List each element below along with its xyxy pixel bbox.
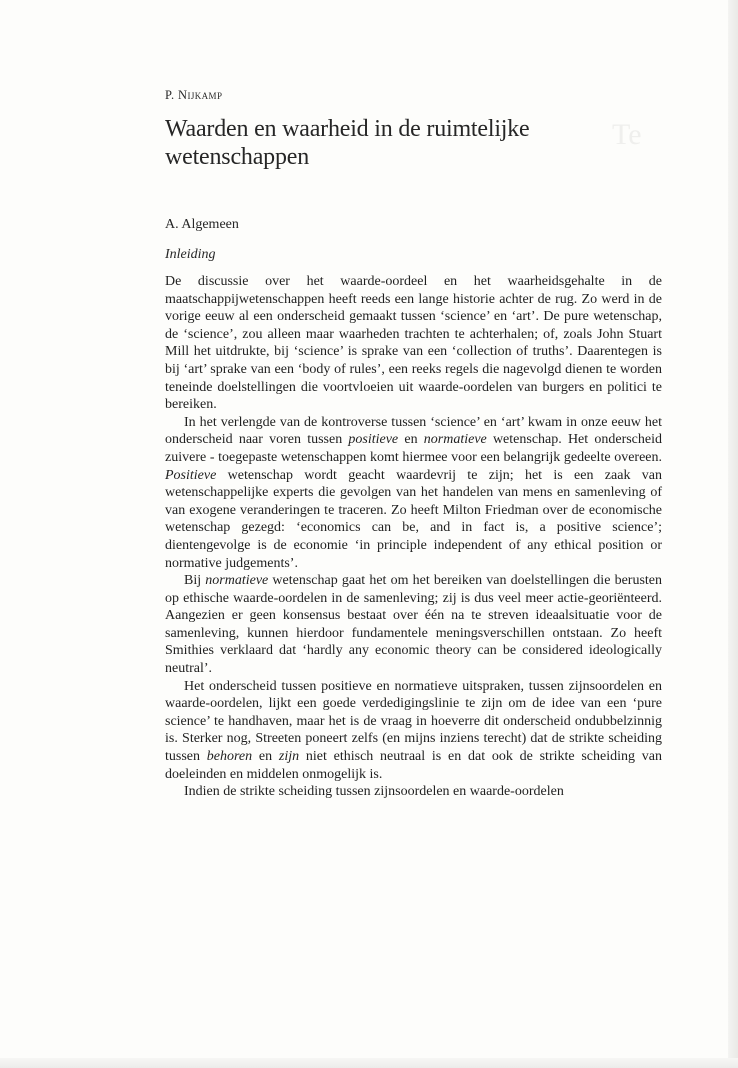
text-segment: wetenschap gaat het om het bereiken van doelstellingen die berusten op ethische waarde-oordelen in de samenleving; zij is dus veel meer actie-georiënteerd. Aangezien er geen konsensus bestaat over één na te streven ideaalsituatie voor de samenleving, kunnen hierdoor fundamentele meningsverschillen ontstaan. Zo heeft Smithies verklaard dat ‘hardly any economic theory can be considered ideologically neutral’. — [165, 573, 662, 677]
section-heading: A. Algemeen — [165, 217, 239, 232]
paragraph-1 — [165, 273, 662, 414]
text-segment: niet ethisch neutraal is en dat ook de strikte scheiding van doeleinden en middelen onmogelijk is. — [165, 749, 662, 782]
emphasis: Positieve — [165, 467, 217, 483]
text-segment: Bij — [184, 573, 206, 589]
sub-heading: Inleiding — [165, 247, 216, 262]
body-text — [165, 273, 662, 801]
text-segment: In het verlengde van de kontroverse tussen ‘science’ en ‘art’ kwam in onze eeuw het onderscheid naar voren tussen — [165, 414, 662, 448]
paragraph-5 — [165, 783, 662, 801]
page-edge-right — [728, 0, 738, 1068]
emphasis: positieve — [348, 432, 399, 448]
text-segment: Indien de strikte scheiding tussen zijnsoordelen en waarde-oordelen — [184, 784, 564, 800]
paragraph-2 — [165, 414, 662, 572]
text-segment: wetenschap. Het onderscheid zuivere - toegepaste wetenschappen komt hiermee voor een belangrijk gedeelte overeen. — [165, 432, 662, 465]
author-line — [165, 88, 662, 103]
text-segment: Het onderscheid tussen positieve en normatieve uitspraken, tussen zijnsoordelen en waarde-oordelen, lijkt een goede verdedigingslinie te zijn om de idee van een ‘pure science’ te handhaven, maar het is de vraag in hoeverre dit onderscheid ondubbelzinnig is. Sterker nog, Streeten poneert zelfs (en mijns inziens terecht) dat de strikte scheiding tussen — [165, 678, 662, 765]
article-title: Waarden en waarheid in de ruimtelijke wetenschappen — [165, 116, 530, 170]
emphasis: zijn — [278, 749, 300, 765]
paragraph-3 — [165, 572, 662, 678]
page-edge-bottom — [0, 1058, 738, 1068]
article — [165, 88, 662, 801]
author-name: Nijkamp — [178, 88, 223, 102]
emphasis: normatieve — [423, 432, 487, 448]
paragraph-4 — [165, 678, 662, 784]
text-segment: wetenschap wordt geacht waardevrij te zijn; het is een zaak van wetenschappelijke experts die gevolgen van het handelen van mens en samenleving of van exogene veranderingen te traceren. Zo heeft Milton Friedman over de economische wetenschap gezegd: ‘economics can be, and in fact is, a positive science’; dientengevolge is de economie ‘in principle independent of any ethical position or normative judgements’. — [165, 467, 662, 571]
text-segment: De discussie over het waarde-oordeel en het waarheidsgehalte in de maatschappijwetenschappen heeft reeds een lange historie achter de rug. Zo werd in de vorige eeuw al een onderscheid gemaakt tussen ‘science’ en ‘art’. De pure wetenschap, de ‘science’, zou alleen maar waarheden trachten te achterhalen; of, zoals John Stuart Mill het uitdrukte, bij ‘science’ is sprake van een ‘collection of truths’. Daarentegen is bij ‘art’ sprake van een ‘body of rules’, een reeks regels die nagevolgd dienen te worden teneinde doelstellingen die voortvloeien uit waarde-oordelen van burgers en politici te bereiken. — [165, 274, 662, 413]
emphasis: normatieve — [205, 573, 269, 589]
author-initial: P. — [165, 88, 179, 102]
text-segment: en — [252, 749, 279, 765]
bleed-through-mark: Te — [612, 118, 642, 151]
text-segment: en — [398, 432, 424, 448]
emphasis: behoren — [206, 749, 253, 765]
